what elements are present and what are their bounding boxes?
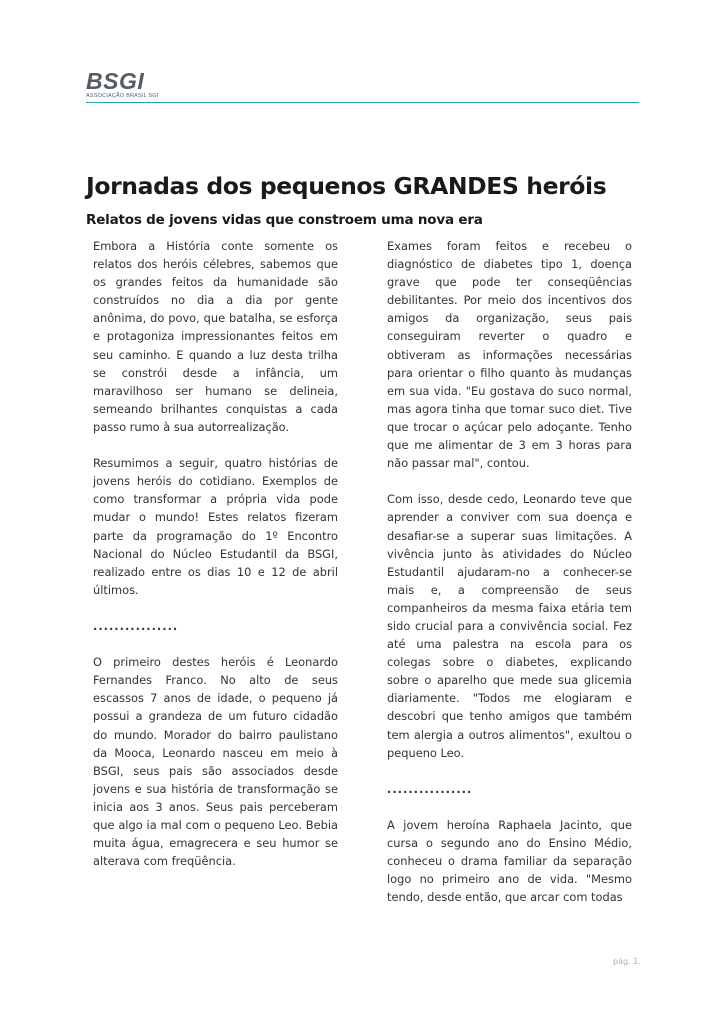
paragraph: O primeiro destes heróis é Leonardo Fernandes Franco. No alto de seus escassos 7 anos de idade, o pequeno já possui a grandeza de um futuro cidadão do mundo. Morador do bairro paulistano da Mooca, Leonardo nasceu em meio à BSGI, seus pais são associados desde jovens e sua história de transformação se inicia aos 3 anos. Seus pais perceberam que algo ia mal com o pequeno Leo. Bebia muita água, emagrecera e seu humor se alterava com freqüência. xyxy=(93,655,338,869)
logo-subtext: ASSOCIAÇÃO BRASIL SGI xyxy=(86,93,159,99)
section-separator: ................ xyxy=(93,618,179,633)
page-number: pág. 1. xyxy=(613,957,641,966)
header-divider xyxy=(86,102,639,103)
paragraph: Embora a História conte somente os relatos dos heróis célebres, sabemos que os grandes feitos da humanidade são construídos no dia a dia por gente anônima, do povo, que batalha, se esforça e protagoniza impressionantes feitos em seu caminho. E quando a luz desta trilha se constrói desde a infância, um maravilhoso ser humano se delineia, semeando brilhantes conquistas a cada passo rumo à sua autorrealização. xyxy=(93,239,338,434)
article-title: Jornadas dos pequenos GRANDES heróis xyxy=(86,172,607,200)
section-separator: ................ xyxy=(387,781,473,796)
left-column xyxy=(93,237,338,888)
page-header xyxy=(86,70,639,104)
right-column xyxy=(387,237,632,925)
article-subtitle: Relatos de jovens vidas que constroem uma nova era xyxy=(86,212,483,228)
paragraph: A jovem heroína Raphaela Jacinto, que cursa o segundo ano do Ensino Médio, conheceu o drama familiar da separação logo no primeiro ano de vida. "Mesmo tendo, desde então, que arcar com todas xyxy=(387,818,632,905)
paragraph: Exames foram feitos e recebeu o diagnóstico de diabetes tipo 1, doença grave que pode ter conseqüências debilitantes. Por meio dos incentivos dos amigos da organização, seus pais conseguiram reverter o quadro e obtiveram as informações necessárias para orientar o filho quanto às mudanças em sua vida. "Eu gostava do suco normal, mas agora tinha que tomar suco diet. Tive que trocar o açúcar pelo adoçante. Tenho que me alimentar de 3 em 3 horas para não passar mal", contou. xyxy=(387,239,632,471)
paragraph: Resumimos a seguir, quatro histórias de jovens heróis do cotidiano. Exemplos de como transformar a própria vida pode mudar o mundo! Estes relatos fizeram parte da programação do 1º Encontro Nacional do Núcleo Estudantil da BSGI, realizado entre os dias 10 e 12 de abril últimos. xyxy=(93,456,338,597)
paragraph: Com isso, desde cedo, Leonardo teve que aprender a conviver com sua doença e desafiar-se a superar suas limitações. A vivência junto às atividades do Núcleo Estudantil ajudaram-no a conhecer-se mais e, a compreensão de seus companheiros da mesma faixa etária tem sido crucial para a convivência social. Fez até uma palestra na escola para os colegas sobre o diabetes, explicando sobre o aparelho que mede sua glicemia diariamente. "Todos me elogiaram e descobri que tenho amigos que também tem alergia a outros alimentos", exultou o pequeno Leo. xyxy=(387,492,632,760)
logo-wordmark: BSGI xyxy=(86,68,145,94)
bsgi-logo xyxy=(86,70,158,99)
